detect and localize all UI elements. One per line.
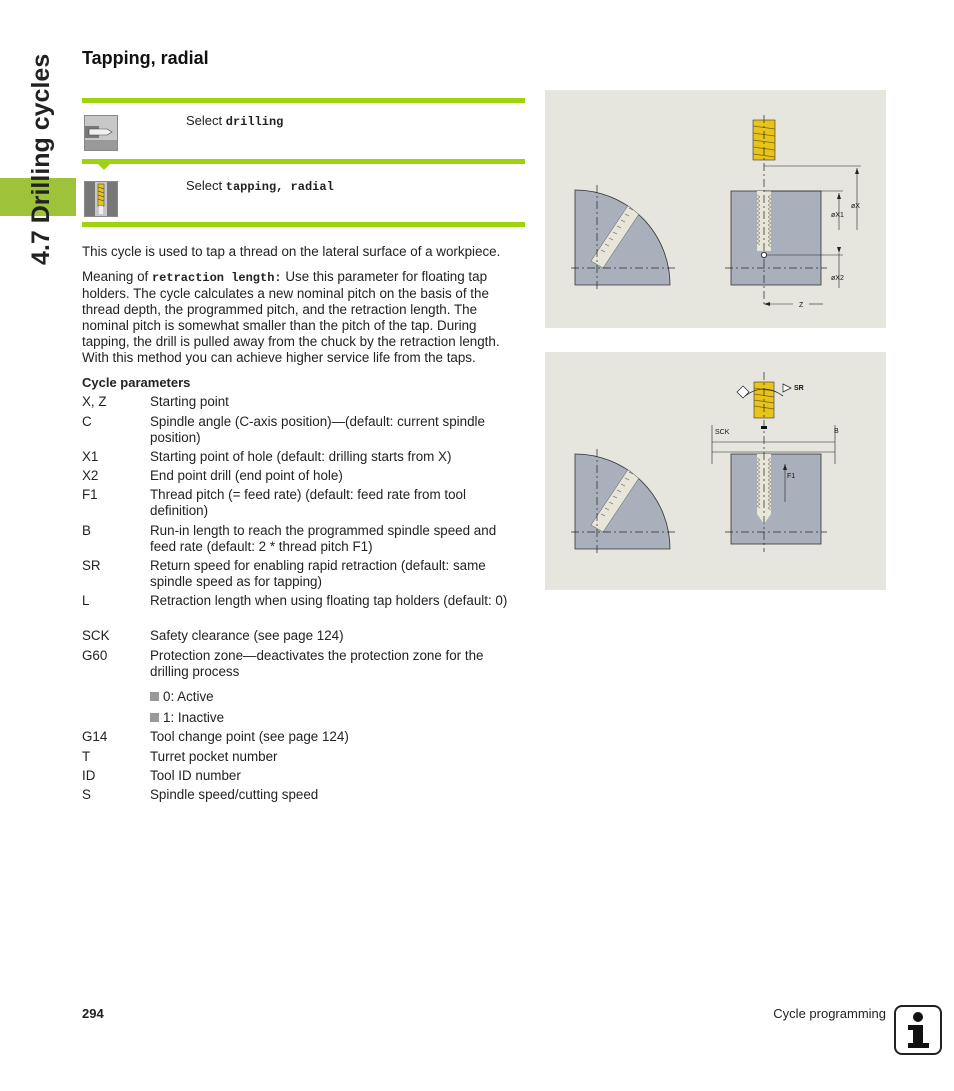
- g60-option-inactive: 1: Inactive: [150, 710, 224, 726]
- figure-tapping-parameters: [545, 352, 886, 590]
- step-2-text: Select tapping, radial: [186, 178, 334, 194]
- label-f1: F1: [787, 473, 796, 480]
- step-1-text: Select drilling: [186, 113, 284, 129]
- drilling-softkey-icon[interactable]: [84, 115, 118, 151]
- label-sck: SCK: [715, 429, 730, 436]
- label-sr: SR: [794, 385, 804, 392]
- step-divider-bottom: [82, 222, 525, 227]
- step-divider-middle: [82, 159, 525, 164]
- label-x1: øX1: [831, 212, 844, 219]
- tapping-radial-softkey-icon[interactable]: [84, 181, 118, 217]
- step-arrow-icon: [94, 160, 114, 170]
- footer-chapter: Cycle programming: [773, 1006, 886, 1021]
- step-divider-top: [82, 98, 525, 103]
- intro-text: This cycle is used to tap a thread on the lateral surface of a workpiece.: [82, 244, 501, 259]
- page-number: 294: [82, 1006, 104, 1021]
- info-icon[interactable]: [894, 1005, 942, 1055]
- label-x: øX: [851, 203, 860, 210]
- label-z: Z: [799, 302, 804, 309]
- figure-tapping-geometry: [545, 90, 886, 328]
- label-x2: øX2: [831, 275, 844, 282]
- params-heading: Cycle parameters: [82, 375, 191, 390]
- label-b: B: [834, 428, 839, 435]
- g60-option-active: 0: Active: [150, 689, 214, 705]
- section-title: Tapping, radial: [82, 48, 209, 68]
- meaning-paragraph: Meaning of retraction length: Use this parameter for floating tap holders. The cycle calculates a new nominal pitch on the basis of the thread depth, the programmed pitch, and the retraction length. The nominal pitch is somewhat smaller than the pitch of the tap. During tapping, the drill is pulled away from the chuck by the retraction length. With this method you can achieve higher service life from the taps.: [82, 269, 500, 365]
